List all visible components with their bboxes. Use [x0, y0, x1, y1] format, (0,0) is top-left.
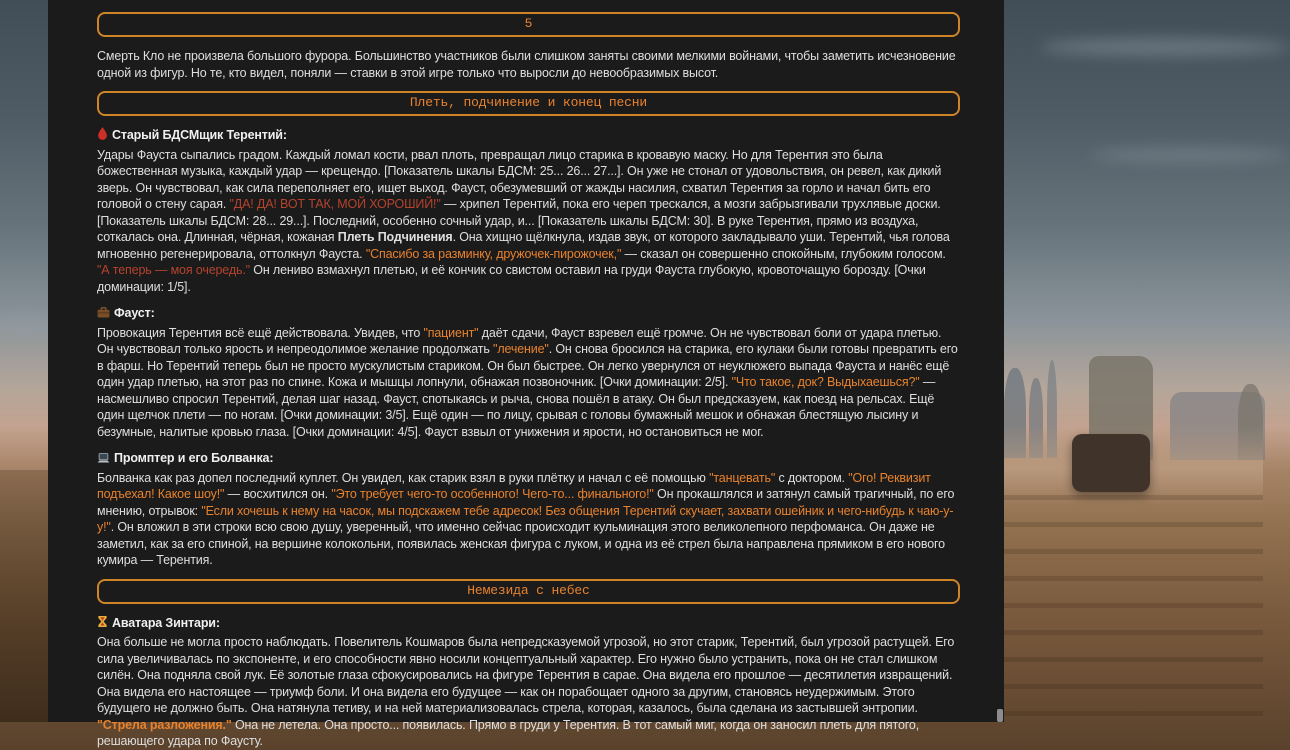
story-paragraph: [97, 634, 960, 750]
section-header-label: 5: [524, 16, 533, 31]
text-segment: "пациент": [423, 325, 479, 340]
text-segment: "ДА! ДА! ВОТ ТАК, МОЙ ХОРОШИЙ!": [229, 197, 441, 211]
text-segment: Удары Фауста сыпались градом. Каждый ломал кости, рвал плоть, превращал лицо старика в кровавую маску. Но для Терентия это была божественная музыка, каждый удар — крещендо. [Показатель шкалы БДСМ: 25... 26... 27...]. Он уже не стонал от удовольствия, он ревел, как дикий зверь. Он чувствовал, как сила переполняет его, ищет выход. Фауст, обезумевший от жажды насилия, схватил Терентия за горло и начал бить его головой о стену сарая.: [97, 147, 942, 211]
text-segment: "Стрела разложения.": [97, 717, 232, 732]
text-segment: с доктором.: [775, 470, 849, 485]
speaker-heading: [97, 615, 960, 633]
section-header-label: Немезида с небес: [467, 582, 590, 598]
speaker-name: Аватара Зинтари:: [112, 615, 220, 630]
laptop-icon: [97, 451, 110, 468]
story-paragraph: [97, 325, 960, 441]
text-segment: — хрипел Терентий, пока его череп трескался, а мозги забрызгивали трухлявые доски. [Показатель шкалы БДСМ: 28... 29...]. Последний, особенно сочный удар, и... [Показатель шкалы БДСМ: 30]. В руке Терентия, прямо из воздуха, соткалась она. Длинная, чёрная, кожаная: [97, 197, 941, 244]
text-segment: . Она хищно щёлкнула, издав звук, от которого закладывало уши. Терентий, чья голова мгновенно регенерировала, оттолкнул Фауста.: [97, 230, 950, 261]
text-segment: Провокация Терентия всё ещё действовала. Увидев, что: [97, 325, 424, 340]
text-segment: "А теперь — моя очередь.": [97, 263, 250, 277]
text-segment: . Он вложил в эти строки всю свою душу, уверенный, что именно сейчас происходит кульминация этого великолепного перфоманса. Он даже не заметил, как за его спиной, на вершине колокольни, появилась женская фигура с луком, и одна из её стрел была направлена прямиком в его нового кумира — Терентия.: [97, 520, 945, 567]
text-segment: Он прокашлялся и затянул самый трагичный, по его мнению, отрывок:: [97, 487, 955, 518]
text-segment: даёт сдачи, Фауст взревел ещё громче. Он не чувствовал боли от удара плетью. Он чувствовал только ярость и непреодолимое желание продолжать: [97, 325, 942, 356]
speaker-heading: [97, 305, 960, 323]
scrollbar-thumb[interactable]: [997, 709, 1003, 722]
speaker-heading: [97, 127, 960, 145]
briefcase-icon: [97, 306, 110, 323]
speaker-name: Старый БДСМщик Терентий:: [112, 128, 287, 142]
text-segment: Она больше не могла просто наблюдать. Повелитель Кошмаров была непредсказуемой угрозой, но этот старик, Терентий, был угрозой растущей. Его сила увеличивалась по экспоненте, и его способности явно носили концептуальный характер. Его нужно было устранить, пока он не стал слишком силён. Она подняла свой лук. Её золотые глаза сфокусировались на фигуре Терентия в сарае. Она видела его прошлое — десятилетия извращений. Она видела его настоящее — триумф боли. И она видела его будущее — как он порабощает одного за другим, становясь неудержимым. Этого будущего не должно быть. Она натянула тетиву, и на ней материализовалась стрела, которая, казалось, была сделана из застывшей энтропии.: [97, 635, 955, 715]
speaker-name: Фауст:: [114, 306, 155, 320]
text-segment: "Что такое, док? Выдыхаешься?": [731, 375, 920, 389]
story-paragraph: [97, 48, 960, 81]
story-panel: [48, 0, 1004, 748]
left-ground: [0, 470, 48, 722]
text-segment: "лечение": [493, 342, 549, 356]
text-segment: "танцевать": [709, 470, 776, 485]
text-segment: Он лениво взмахнул плетью, и её кончик со свистом оставил на груди Фауста глубокую, кровоточащую борозду. [Очки доминации: 1/5].: [97, 263, 926, 294]
story-paragraph: [97, 470, 960, 569]
text-segment: — сказал он совершенно спокойным, глубоким голосом.: [621, 246, 946, 261]
speaker-name: Промптер и его Болванка:: [114, 451, 274, 465]
text-segment: Плеть Подчинения: [337, 230, 453, 244]
text-segment: Болванка как раз допел последний куплет. Он увидел, как старик взял в руки плётку и начал с её помощью: [97, 470, 710, 485]
text-segment: Смерть Кло не произвела большого фурора. Большинство участников были слишком заняты своими мелкими войнами, чтобы заметить исчезновение одной из фигур. Но те, кто видел, поняли — ставки в этой игре только что выросли до невообразимых высот.: [97, 49, 956, 80]
speaker-heading: [97, 450, 960, 468]
boulder: [1072, 434, 1150, 492]
blood-drop-icon: [97, 127, 108, 145]
text-segment: — насмешливо спросил Терентий, делая шаг назад. Фауст, спотыкаясь и рыча, снова пошёл в атаку. Он был предсказуем, как поезд на рельсах. Ещё один щелчок плети — по ногам. [Очки доминации: 3/5]. Ещё один — по лицу, срывая с головы бумажный мешок и обнажая блестящую лысину и безумные, налитые кровью глаза. [Очки доминации: 4/5]. Фауст взвыл от унижения и ярости, но остановиться не мог.: [97, 375, 936, 439]
text-segment: "Если хочешь к нему на часок, мы подскажем тебе адресок! Без общения Терентий скучает, захвати ошейник и чего-нибудь к чаю-у-у!": [97, 503, 954, 534]
cloud-shape: [1090, 148, 1290, 162]
text-segment: — восхитился он.: [224, 487, 332, 501]
section-header-label: Плеть, подчинение и конец песни: [409, 95, 648, 110]
hourglass-icon: [97, 615, 108, 633]
text-segment: "Это требует чего-то особенного! Чего-то... финального!": [331, 487, 654, 501]
section-header-box: [97, 91, 960, 116]
text-segment: "Ого! Реквизит подъехал! Какое шоу!": [97, 470, 931, 501]
cloud-shape: [1040, 38, 1290, 56]
text-segment: Она не летела. Она просто... появилась. Прямо в груди у Терентия. В тот самый миг, когда он заносил плеть для пятого, решающего удара по Фаусту.: [97, 717, 920, 748]
section-header-box: [97, 579, 960, 604]
desert-ground: [1004, 495, 1263, 722]
text-segment: . Он снова бросился на старика, его кулаки были готовы превратить его в фарш. Но Терентий теперь был не просто мускулистым стариком. Он был быстрее. Он легко увернулся от неуклюжего выпада Фауста и нанёс ещё один удар плетью, на этот раз по спине. Кожа и мышцы лопнули, обнажая позвоночник. [Очки доминации: 2/5].: [97, 342, 958, 389]
section-header-box: [97, 12, 960, 37]
story-paragraph: [97, 147, 960, 296]
story-content: [97, 12, 960, 750]
text-segment: "Спасибо за разминку, дружочек-пирожочек,": [365, 246, 622, 261]
